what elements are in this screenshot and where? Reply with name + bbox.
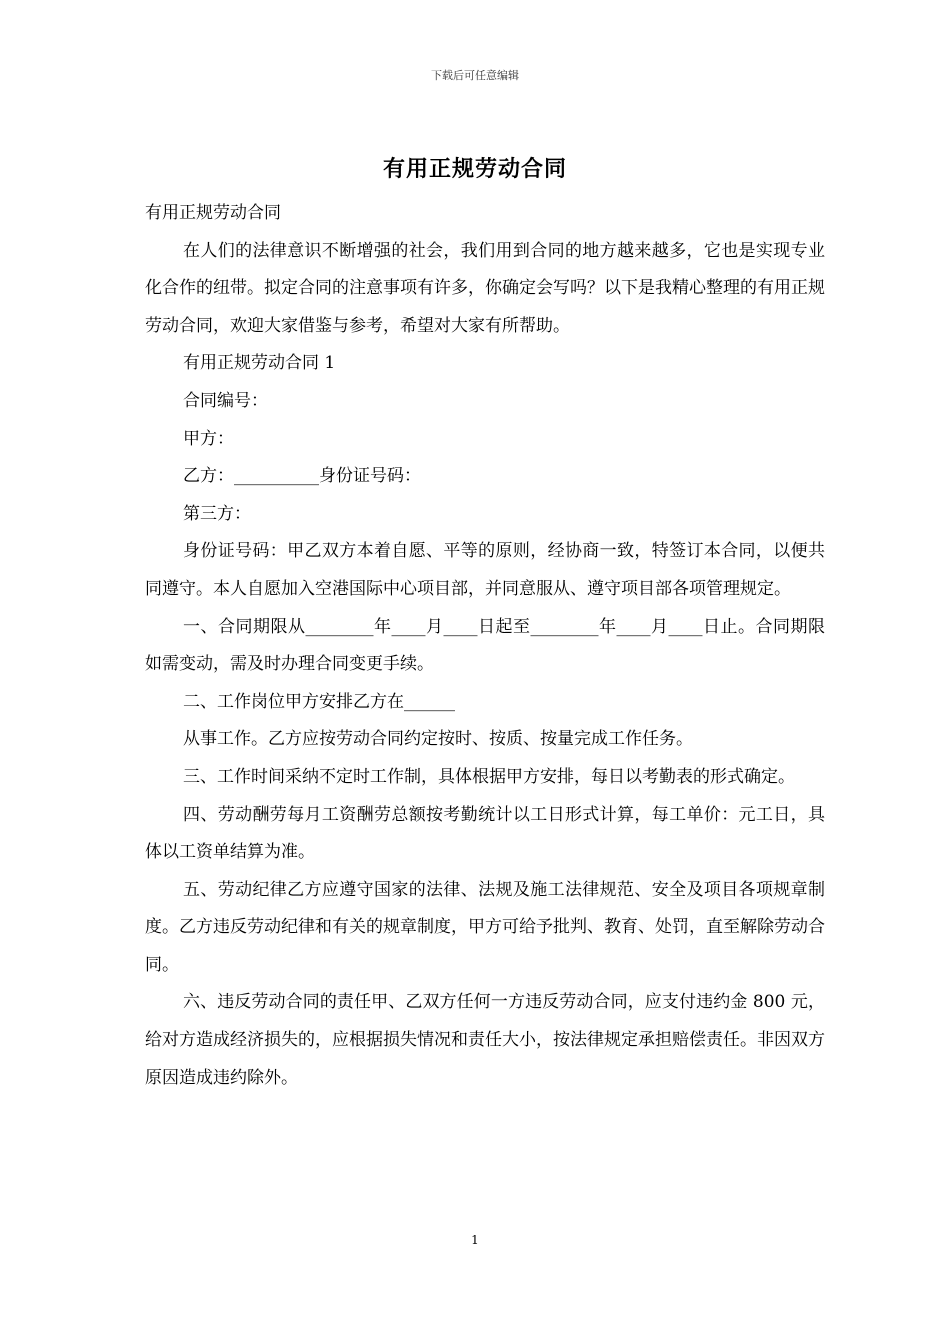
document-title: 有用正规劳动合同 bbox=[382, 156, 567, 182]
paragraph-contract-heading: 有用正规劳动合同 1 bbox=[183, 353, 336, 374]
paragraph-subtitle: 有用正规劳动合同 bbox=[145, 203, 281, 223]
page-header-note: 下载后可任意编辑 bbox=[431, 69, 519, 82]
paragraph-clause-2: 二、工作岗位甲方安排乙方在______ bbox=[183, 691, 455, 712]
paragraph-contract-number: 合同编号： bbox=[183, 390, 268, 411]
paragraph-id-number: 身份证号码：甲乙双方本着自愿、平等的原则，经协商一致，特签订本合同，以便共同遵守。本人自愿加入空港国际中心项目部，并同意服从、遵守项目部各项管理规定。 bbox=[145, 541, 825, 599]
paragraph-clause-1: 一、合同期限从________年____月____日起至________年____月____日止。合同期限如需变动，需及时办理合同变更手续。 bbox=[145, 616, 825, 675]
paragraph-intro: 在人们的法律意识不断增强的社会，我们用到合同的地方越来越多，它也是实现专业化合作的纽带。拟定合同的注意事项有许多，你确定会写吗？以下是我精心整理的有用正规劳动合同，欢迎大家借鉴与参考，希望对大家有所帮助。 bbox=[145, 240, 825, 336]
paragraph-clause-6: 六、违反劳动合同的责任甲、乙双方任何一方违反劳动合同，应支付违约金 800 元，给对方造成经济损失的，应根据损失情况和责任大小，按法律规定承担赔偿责任。非因双方原因造成违约除外。 bbox=[145, 992, 825, 1088]
paragraph-party-b: 乙方：__________身份证号码： bbox=[183, 466, 421, 487]
paragraph-clause-5: 五、劳动纪律乙方应遵守国家的法律、法规及施工法律规范、安全及项目各项规章制度。乙方违反劳动纪律和有关的规章制度，甲方可给予批判、教育、处罚，直至解除劳动合同。 bbox=[145, 879, 825, 975]
paragraph-party-a: 甲方： bbox=[183, 428, 234, 449]
paragraph-clause-4: 四、劳动酬劳每月工资酬劳总额按考勤统计以工日形式计算，每工单价：元工日，具体以工资单结算为准。 bbox=[145, 804, 825, 863]
paragraph-clause-3: 三、工作时间采纳不定时工作制，具体根据甲方安排，每日以考勤表的形式确定。 bbox=[183, 766, 795, 787]
document-body bbox=[145, 195, 825, 1097]
page-number: 1 bbox=[471, 1233, 479, 1247]
paragraph-third-party: 第三方： bbox=[183, 503, 251, 524]
paragraph-clause-2-cont: 从事工作。乙方应按劳动合同约定按时、按质、按量完成工作任务。 bbox=[183, 729, 693, 750]
